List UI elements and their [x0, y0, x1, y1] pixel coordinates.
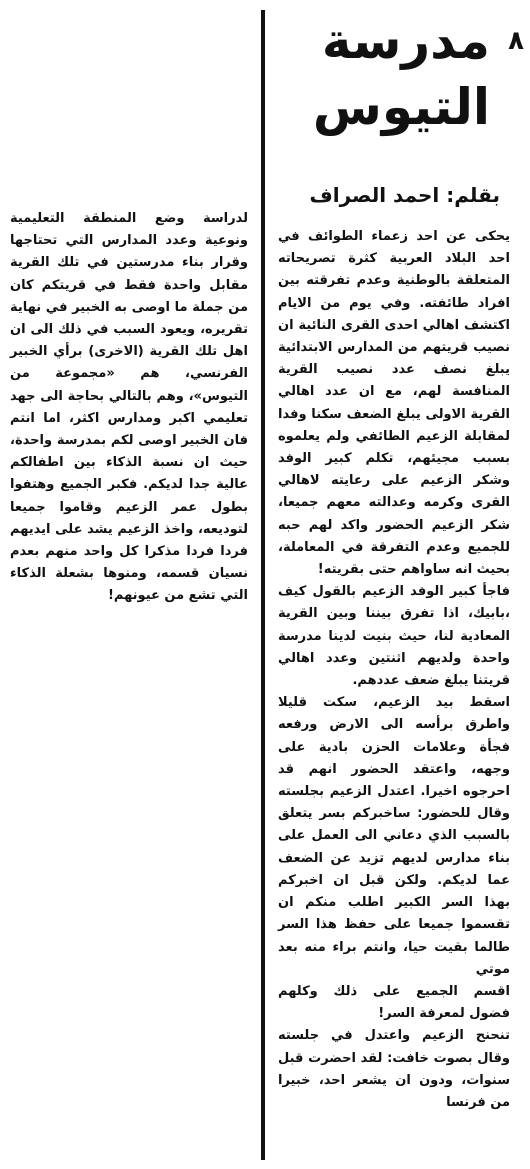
- article-column-left: [10, 208, 248, 608]
- byline: بقلم: احمد الصراف: [309, 183, 500, 207]
- paragraph: اسقط بيد الزعيم، سكت قليلا واطرق برأسه الى الارض ورفعه فجأة وعلامات الحزن بادية على وجهه، واعتقد الحضور انهم قد احرجوه اخيرا. اعتدل الزعيم بجلسته وقال للحضور: ساخبركم بسر يتعلق بالسبب الذي دعاني الى العمل على بناء مدارس لديهم تزيد عن الضعف عما لديكم. ولكن قبل ان اخبركم بهذا السر الكبير اطلب منكم ان تقسموا جميعا على حفظ هذا السر طالما بقيت حيا، وانتم براء منه بعد موتي: [278, 695, 510, 977]
- headline-line-1: مدرسة: [321, 12, 490, 70]
- column-divider: [261, 10, 265, 1160]
- paragraph: اقسم الجميع على ذلك وكلهم فضول لمعرفة السر!: [278, 983, 510, 1022]
- page-number: ٨: [508, 26, 524, 56]
- article-column-right: [278, 226, 510, 1114]
- paragraph: لدراسة وضع المنطقة التعليمية ونوعية وعدد المدارس التي تحتاجها وقرار بناء مدرستين في تلك القرية مقابل واحدة فقط في قريتكم كان من جملة ما اوصى به الخبير في نهاية تقريره، ويعود السبب في ذلك الى ان اهل تلك القرية (الاخرى) برأي الخبير الفرنسي، هم «مجموعة من التيوس»، وهم بالتالي بحاجة الى جهد تعليمي اكبر ومدارس اكثر، اما انتم فان الخبير اوصى لكم بمدرسة واحدة، حيث ان نسبة الذكاء بين اطفالكم عالية جدا لديكم. فكبر الجميع وهتفوا بطول عمر الزعيم وقاموا جميعا لتوديعه، واخذ الزعيم يشد على ايديهم فردا فردا مذكرا كل واحد منهم بعدم نسيان قسمه، ومنوها بشعلة الذكاء التي تشع من عيونهم!: [10, 211, 248, 604]
- headline: [260, 8, 490, 140]
- paragraph: تنحنح الزعيم واعتدل في جلسته وقال بصوت خافت: لقد احضرت قبل سنوات، ودون ان يشعر احد، خبيرا من فرنسا: [278, 1028, 510, 1110]
- headline-line-2: التيوس: [312, 78, 490, 136]
- paragraph: فاجأ كبير الوفد الزعيم بالقول كيف ،بابيك، اذا تفرق بيننا وبين القرية المعادية لنا، حيث بنيت لدينا مدرسة واحدة ولديهم اثنتين وعدد اهالي قريتنا يبلغ ضعف عددهم.: [278, 584, 510, 689]
- paragraph: يحكى عن احد زعماء الطوائف في احد البلاد العربية كثرة تصريحاته المتعلقة بالوطنية وعدم تفرقته بين افراد طائفته. وفي يوم من الايام اكتشف اهالي احدى القرى النائية ان نصيب قريتهم من المدارس الابتدائية يبلغ نصف عدد نصيب القرية المنافسة لهم، مع ان عدد اهالي القرية الاولى يبلغ الضعف سكنا وفدا لمقابلة الزعيم الطائفي ولم يعلموه بسبب مجيئهم، تكلم كبير الوفد وشكر الزعيم على رعايته لاهالي القرى وكرمه وعدالته معهم جميعا، شكر الزعيم الحضور واكد لهم حبه للجميع وعدم التفرقة في المعاملة، بحيث انه ساواهم حتى بقريته!: [278, 229, 510, 578]
